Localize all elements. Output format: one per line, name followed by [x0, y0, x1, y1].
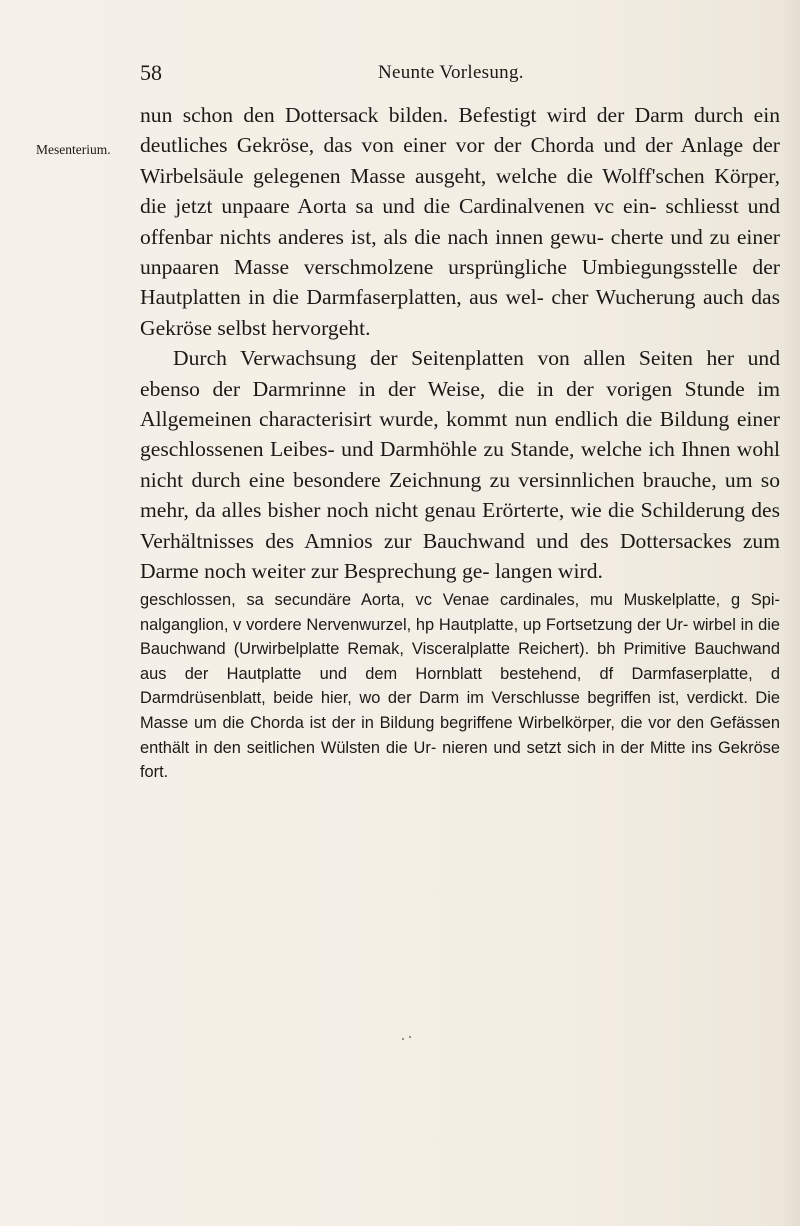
paper-speck — [400, 1035, 430, 1045]
body-text — [140, 100, 780, 587]
figure-caption — [140, 588, 780, 785]
margin-note: Mesenterium. — [36, 142, 111, 157]
page-edge-shadow — [782, 0, 800, 1226]
running-head: Neunte Vorlesung. — [378, 62, 524, 83]
caption-text: geschlossen, sa secundäre Aorta, vc Venae cardinales, mu Muskelplatte, g Spi- nalganglion, v vordere Nervenwurzel, hp Hautplatte, up Fortsetzung der Ur- wirbel in die Bauchwand (Urwirbelplatte Remak, Visceralplatte Reichert). bh Primitive Bauchwand aus der Hautplatte und dem Hornblatt bestehend, df Darmfaserplatte, d Darmdrüsenblatt, beide hier, wo der Darm im Verschlusse begriffen ist, verdickt. Die Masse um die Chorda ist der in Bildung begriffene Wirbelkörper, die vor den Gefässen enthält in den seitlichen Wülsten die Ur- nieren und setzt sich in der Mitte ins Gekröse fort. — [140, 591, 780, 782]
paragraph: nun schon den Dottersack bilden. Befestigt wird der Darm durch ein deutliches Gekröse, das von einer vor der Chorda und der Anlage der Wirbelsäule gelegenen Masse ausgeht, welche die Wolff'schen Körper, die jetzt unpaare Aorta sa und die Cardinalvenen vc ein- schliesst und offenbar nichts anderes ist, als die nach innen gewu- cherte und zu einer unpaaren Masse verschmolzene ursprüngliche Umbiegungsstelle der Hautplatten in die Darmfaserplatten, aus wel- cher Wucherung auch das Gekröse selbst hervorgeht. — [140, 103, 780, 340]
page-number: 58 — [140, 60, 162, 85]
page-header — [140, 58, 780, 90]
paragraph: Durch Verwachsung der Seitenplatten von allen Seiten her und ebenso der Darmrinne in der Weise, die in der vorigen Stunde im Allgemeinen characterisirt wurde, kommt nun endlich die Bildung einer geschlossenen Leibes- und Darmhöhle zu Stande, welche ich Ihnen wohl nicht durch eine besondere Zeichnung zu versinnlichen brauche, um so mehr, da alles bisher noch nicht genau Erörterte, wie die Schilderung des Verhältnisses des Amnios zur Bauchwand und des Dottersackes zum Darme noch weiter zur Besprechung ge- langen wird. — [140, 346, 780, 584]
